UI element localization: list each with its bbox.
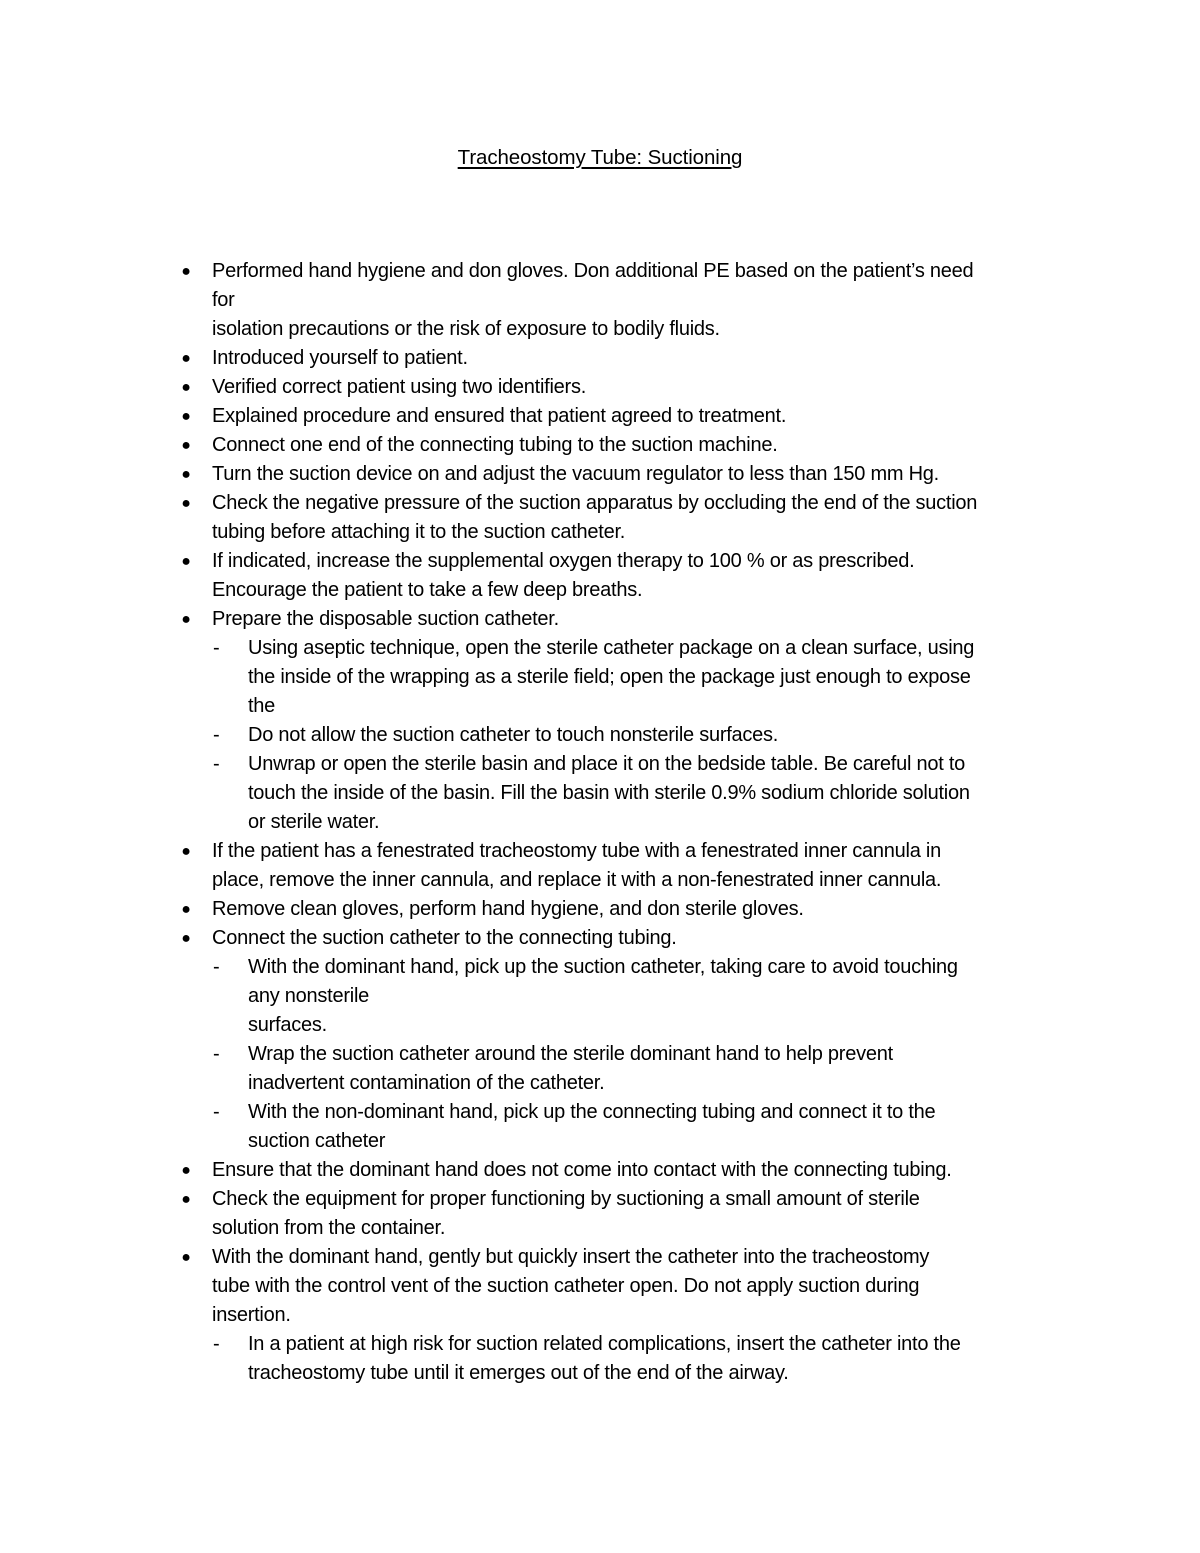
line-text: Using aseptic technique, open the sterile catheter package on a clean surface, using [248,637,975,659]
line-text: Explained procedure and ensured that patient agreed to treatment. [212,405,787,427]
list-item [181,431,1072,460]
bullet-icon: ● [181,379,191,396]
line-text: Introduced yourself to patient. [212,347,468,369]
line-text: any nonsterile [248,985,370,1007]
list-item-continuation [212,663,1072,692]
sub-list-item [212,750,1072,779]
sub-list-item [212,1040,1072,1069]
line-text: Connect the suction catheter to the connecting tubing. [212,927,677,949]
list-item-continuation [212,315,1072,344]
line-text: If the patient has a fenestrated tracheostomy tube with a fenestrated inner cannula in [212,840,941,862]
list-item [181,373,1072,402]
list-item [181,489,1072,518]
line-text: Remove clean gloves, perform hand hygiene, and don sterile gloves. [212,898,804,920]
line-text: Verified correct patient using two identifiers. [212,376,587,398]
list-item [181,1156,1072,1185]
sub-list-item [212,1098,1072,1127]
line-text: the inside of the wrapping as a sterile field; open the package just enough to expose [248,666,971,688]
line-text: Performed hand hygiene and don gloves. Don additional PE based on the patient’s need [212,260,974,282]
line-text: isolation precautions or the risk of exposure to bodily fluids. [212,318,720,340]
bullet-icon: ● [181,466,191,483]
line-text: With the dominant hand, pick up the suction catheter, taking care to avoid touching [248,956,958,978]
line-text: Do not allow the suction catheter to touch nonsterile surfaces. [248,724,779,746]
list-item [181,402,1072,431]
line-text: In a patient at high risk for suction related complications, insert the catheter into the [248,1333,961,1355]
bullet-icon: ● [181,611,191,628]
list-item-continuation [212,286,1072,315]
bullet-icon: ● [181,263,191,280]
document-title: Tracheostomy Tube: Suctioning [457,146,743,169]
list-item [181,1185,1072,1214]
list-item-continuation [212,1214,1072,1243]
dash-marker: - [213,1043,220,1065]
line-text: surfaces. [248,1014,327,1036]
bullet-icon: ● [181,843,191,860]
list-item-continuation [212,692,1072,721]
list-item-continuation [212,518,1072,547]
dash-marker: - [213,1333,220,1355]
sub-list-item [212,634,1072,663]
line-text: Encourage the patient to take a few deep breaths. [212,579,643,601]
list-item [181,257,1072,286]
list-item-continuation [212,808,1072,837]
line-text: the [248,695,276,717]
list-item [181,1243,1072,1272]
list-item-continuation [212,779,1072,808]
list-item [181,460,1072,489]
line-text: With the dominant hand, gently but quickly insert the catheter into the tracheostomy [212,1246,930,1268]
list-item [181,924,1072,953]
sub-list-item [212,953,1072,982]
bullet-icon: ● [181,1191,191,1208]
dash-marker: - [213,753,220,775]
dash-marker: - [213,724,220,746]
dash-marker: - [213,956,220,978]
line-text: Wrap the suction catheter around the sterile dominant hand to help prevent [248,1043,893,1065]
line-text: insertion. [212,1304,291,1326]
line-text: Prepare the disposable suction catheter. [212,608,559,630]
dash-marker: - [213,1101,220,1123]
line-text: Connect one end of the connecting tubing to the suction machine. [212,434,778,456]
bullet-icon: ● [181,495,191,512]
procedure-list [181,257,1072,1388]
sub-list-item [212,1330,1072,1359]
line-text: Unwrap or open the sterile basin and place it on the bedside table. Be careful not to [248,753,966,775]
line-text: tube with the control vent of the suction catheter open. Do not apply suction during [212,1275,920,1297]
list-item [181,605,1072,634]
bullet-icon: ● [181,901,191,918]
line-text: Check the equipment for proper functioning by suctioning a small amount of sterile [212,1188,920,1210]
bullet-icon: ● [181,350,191,367]
list-item-continuation [212,1359,1072,1388]
line-text: tracheostomy tube until it emerges out of the end of the airway. [248,1362,789,1384]
list-item [181,344,1072,373]
list-item-continuation [212,1301,1072,1330]
list-item-continuation [212,1069,1072,1098]
list-item [181,895,1072,924]
line-text: inadvertent contamination of the catheter. [248,1072,605,1094]
dash-marker: - [213,637,220,659]
bullet-icon: ● [181,1249,191,1266]
line-text: or sterile water. [248,811,380,833]
list-item [181,837,1072,866]
line-text: solution from the container. [212,1217,446,1239]
line-text: place, remove the inner cannula, and replace it with a non-fenestrated inner cannula. [212,869,942,891]
line-text: Turn the suction device on and adjust the vacuum regulator to less than 150 mm Hg. [212,463,939,485]
line-text: If indicated, increase the supplemental oxygen therapy to 100 % or as prescribed. [212,550,915,572]
sub-list-item [212,721,1072,750]
list-item-continuation [212,1127,1072,1156]
list-item-continuation [212,1011,1072,1040]
list-item-continuation [212,866,1072,895]
line-text: Ensure that the dominant hand does not come into contact with the connecting tubing. [212,1159,952,1181]
bullet-icon: ● [181,1162,191,1179]
line-text: for [212,289,235,311]
list-item-continuation [212,982,1072,1011]
bullet-icon: ● [181,437,191,454]
list-item [181,547,1072,576]
line-text: With the non-dominant hand, pick up the connecting tubing and connect it to the [248,1101,936,1123]
line-text: touch the inside of the basin. Fill the basin with sterile 0.9% sodium chloride solution [248,782,970,804]
bullet-icon: ● [181,408,191,425]
list-item-continuation [212,1272,1072,1301]
line-text: suction catheter [248,1130,386,1152]
bullet-icon: ● [181,553,191,570]
line-text: tubing before attaching it to the suction catheter. [212,521,626,543]
bullet-icon: ● [181,930,191,947]
line-text: Check the negative pressure of the suction apparatus by occluding the end of the suction [212,492,978,514]
list-item-continuation [212,576,1072,605]
